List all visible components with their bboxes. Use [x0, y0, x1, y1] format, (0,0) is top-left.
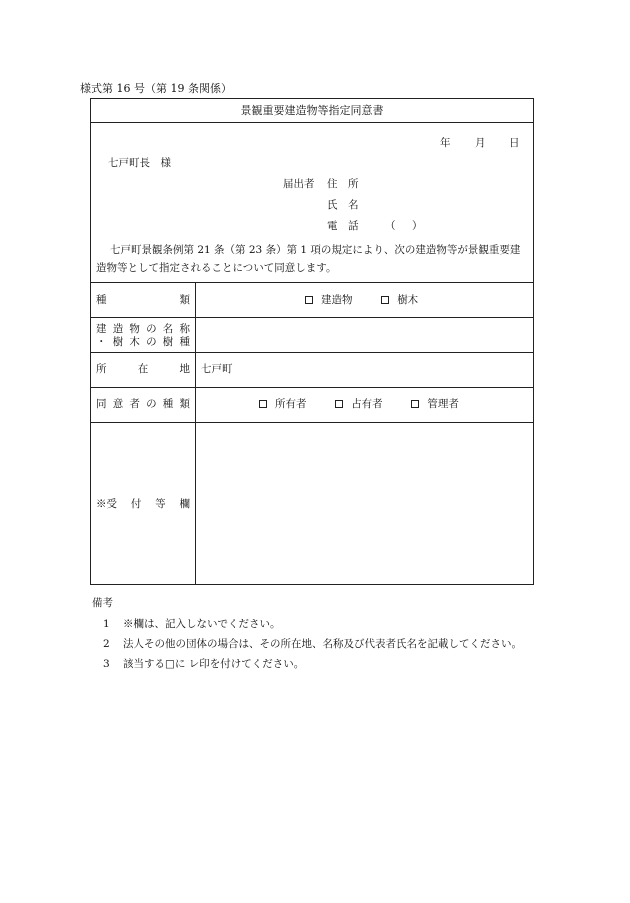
row-consent-type-label-char: 種	[162, 398, 174, 410]
option-owner-label: 所有者	[275, 398, 307, 410]
column-divider	[195, 282, 196, 585]
row-consent-type-label-char: 者	[129, 398, 140, 410]
phone-paren-close: ）	[412, 220, 423, 232]
applicant-name-label: 氏 名	[327, 199, 359, 211]
row-name-label-char: 木	[129, 336, 140, 348]
checkbox-manager[interactable]	[411, 400, 419, 408]
row-reception-label	[96, 499, 190, 510]
checkbox-tree[interactable]	[381, 296, 389, 304]
row-type-label	[96, 295, 190, 306]
row-location-label-char: 所	[96, 363, 107, 375]
applicant-phone-label: 電 話	[327, 220, 359, 232]
checkbox-occupant[interactable]	[335, 400, 343, 408]
row-divider-4	[90, 422, 534, 423]
date-day: 日	[509, 137, 520, 149]
form-number: 様式第 16 号（第 19 条関係）	[80, 82, 232, 95]
date-year: 年	[440, 137, 451, 149]
row-divider-3	[90, 387, 534, 388]
row-divider-1	[90, 317, 534, 318]
row-name-label-char: の	[146, 336, 157, 348]
row-name-label-char: 物	[129, 323, 140, 335]
row-reception-label-char: 等	[155, 498, 166, 510]
row-consent-type-label-char: 同	[96, 398, 107, 410]
row-reception-label-char: ※受	[96, 498, 117, 510]
row-type-label-char: 種	[96, 294, 107, 306]
row-consent-type-label-char: 意	[112, 398, 124, 410]
remark-text: ※欄は、記入しないでください。	[123, 618, 281, 630]
row-divider-2	[90, 352, 534, 353]
form-title: 景観重要建造物等指定同意書	[240, 104, 384, 117]
option-manager-label: 管理者	[427, 398, 459, 410]
applicant-label: 届出者	[283, 178, 315, 190]
row-type-options	[305, 295, 418, 306]
consent-statement: 七戸町景観条例第 21 条（第 23 条）第 1 項の規定により、次の建造物等が景観重要建造物等として指定されることについて同意します。	[96, 244, 521, 274]
row-reception-label-char: 付	[130, 498, 142, 510]
row-reception-label-char: 欄	[179, 498, 190, 510]
checkbox-building[interactable]	[305, 296, 313, 304]
row-name-label-char: ・	[96, 336, 107, 348]
remark-item	[103, 639, 522, 650]
row-consent-type-label	[96, 399, 190, 410]
row-reception-area	[197, 424, 531, 583]
title-divider	[90, 122, 534, 123]
row-name-label-char: 樹	[112, 336, 124, 348]
date-month: 月	[475, 137, 486, 149]
header-section-divider	[90, 282, 534, 283]
row-name-value-field[interactable]	[197, 319, 531, 351]
row-name-label-char: 樹	[162, 336, 174, 348]
applicant-address-label: 住 所	[327, 178, 359, 190]
remark-number: 1	[103, 618, 110, 630]
row-name-label-char: 造	[112, 323, 124, 335]
row-consent-type-options	[259, 399, 459, 410]
row-name-label-char: 名	[162, 323, 174, 335]
remark-number: 2	[103, 638, 110, 650]
remark-text: 法人その他の団体の場合は、その所在地、名称及び代表者氏名を記載してください。	[123, 638, 522, 650]
row-name-label-line2	[96, 337, 190, 348]
remark-text: 該当する□に レ印を付けてください。	[123, 658, 305, 670]
row-name-label-char: 称	[179, 323, 190, 335]
row-consent-type-label-char: 類	[179, 398, 190, 410]
remark-item	[103, 659, 304, 670]
row-name-label-char: の	[146, 323, 157, 335]
row-name-label-char: 種	[179, 336, 190, 348]
row-name-label-char: 建	[96, 323, 107, 335]
option-building-label: 建造物	[321, 294, 353, 306]
row-location-label-char: 地	[179, 363, 190, 375]
addressee: 七戸町長 様	[108, 157, 171, 169]
checkbox-owner[interactable]	[259, 400, 267, 408]
row-type-label-char: 類	[179, 294, 190, 306]
row-location-label	[96, 364, 190, 375]
option-occupant-label: 占有者	[351, 398, 383, 410]
row-name-label-line1	[96, 324, 190, 335]
row-consent-type-label-char: の	[146, 398, 157, 410]
row-location-label-char: 在	[137, 363, 149, 375]
row-location-value[interactable]: 七戸町	[201, 363, 233, 375]
phone-paren-open: （	[385, 220, 396, 232]
remark-item	[103, 619, 281, 630]
remarks-heading: 備考	[92, 597, 113, 609]
remark-number: 3	[103, 658, 110, 670]
option-tree-label: 樹木	[397, 294, 419, 306]
